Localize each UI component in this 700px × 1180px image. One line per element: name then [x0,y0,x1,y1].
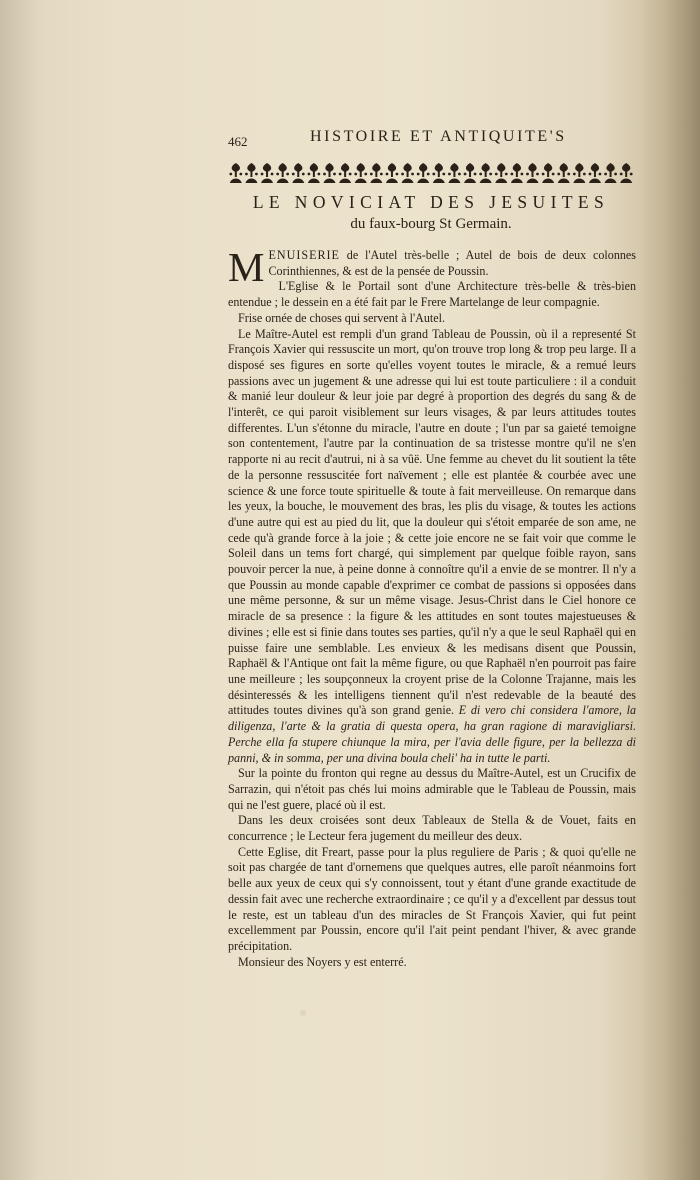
fleuron-glyph [448,163,461,183]
paragraph-maitre-autel [228,327,636,767]
paragraph-croisees: Dans les deux croisées sont deux Tableaux de Stella & de Vouet, faits en concurrence ; le Lecteur fera jugement du meilleur des deux. [228,813,636,844]
fleuron-glyph [604,163,617,183]
fleuron-glyph [526,163,539,183]
paragraph-noyers: Monsieur des Noyers y est enterré. [238,954,407,969]
fleuron-glyph [339,163,352,183]
page-number: 462 [228,134,248,149]
article-title: LE NOVICIAT DES JESUITES [252,192,610,212]
paragraph-freart: Cette Eglise, dit Freart, passe pour la plus reguliere de Paris ; & quoi qu'elle ne soit pas chargée de tant d'ornemens que quelques autres, elle paroît néanmoins fort belle aux yeux de ceux qui s'y connoissent, tout y étant d'une grande exactitude de dessin fait avec une recherche extraordinaire ; ce qu'il y a d'excellent par dessus tout le reste, est un tableau d'un des miracles de St François Xavier, qui fut peint excellemment par Poussin, encore qu'il l'ait peint pendant l'hiver, & avec grande précipitation. [228,844,636,953]
fleuron-glyph [557,163,570,183]
fleuron-glyph [401,163,414,183]
fleuron-glyph [307,163,320,183]
fleuron-glyph [323,163,336,183]
page-edge-shadow [640,0,700,1180]
paragraph-frise: Frise ornée de choses qui servent à l'Autel. [238,310,446,325]
fleuron-glyph [589,163,602,183]
paragraph-text: Le Maître-Autel est rempli d'un grand Tableau de Poussin, où il a representé St François Xavier qui ressuscite un mort, qu'on trouve trop long & trop peu large. Il a disposé ses figures en sorte qu'elles voyent toutes le miracle, & a remué leurs passions avec un jugement & une adresse qui lui est toute particuliere : il a conduit & manié leur douleur & leur joie par degré à proportion des degrés du sang & de l'interêt, ce qui paroit visiblement sur leurs visages, & par leurs attitudes toutes differentes. L'un s'étonne du miracle, l'autre en doute ; l'un par sa gaieté temoigne son contentement, l'autre par la continuation de sa tristesse montre qu'il ne s'en rapporte ni au recit d'autrui, ni à sa vûë. Une femme au chevet du lit soutient la tête de la personne ressuscitée fort naïvement ; elle est plantée & courbée avec une science & une force toute spirituelle & toute à fait merveilleuse. On remarque dans les yeux, la bouche, le mouvement des bras, les plis du visage, & toutes les actions d'une autre qui est au pied du lit, que la douleur qui s'étoit emparée de son ame, ne cede qu'à grande force à la joie ; & cette joie encore ne se fait voir que comme le Soleil dans un tems fort chargé, qui simplement par quelque foible rayon, sans pouvoir percer la nue, à peine donne à connoître qu'il a envie de se montrer. Il n'y a que Poussin au monde capable d'exprimer ce combat de passions si opposées dans une même personne, & sur un même visage. Jesus-Christ dans le Ciel honore ce miracle de sa presence : la figure & les attitudes en sont toutes majestueuses & divines ; elle est si finie dans toutes ses parties, qu'il n'y a que le seul Raphaël qui en puisse faire une semblable. Les envieux & les medisans disent que Poussin, Raphaël & l'Antique ont fait la même figure, ou que Raphaël n'en pourroit pas faire une meilleure ; les soupçonneux la croyent prise de la Colonne Trajanne, mais les désinteressés & les intelligens tiennent qu'il n'est redevable de la beauté des attitudes toutes divines qu'à son grand genie. [228,326,636,718]
drop-cap: M [228,244,265,290]
fleuron-glyph [354,163,367,183]
fleuron-glyph [573,163,586,183]
paragraph-fronton: Sur la pointe du fronton qui regne au dessus du Maître-Autel, est un Crucifix de Sarrazin, qui n'étoit pas chés lui moins admirable que le Tableau de Poussin, mais qui ne l'est guere, placé où il est. [228,766,636,812]
running-title: HISTOIRE ET ANTIQUITE'S [310,128,567,145]
fleuron-glyph [479,163,492,183]
fleuron-glyph [620,163,633,183]
paragraph-menuiserie [228,244,636,290]
fleuron-glyph [464,163,477,183]
fleuron-glyph [386,163,399,183]
fleuron-glyph [370,163,383,183]
paragraph-eglise: L'Eglise & le Portail sont d'une Architecture très-belle & très-bien entendue ; le dessein en a été fait par le Frere Martelange de leur compagnie. [228,279,636,310]
article-subtitle: du faux-bourg St Germain. [350,216,512,232]
fleuron-glyph [229,163,242,183]
fleuron-glyph [245,163,258,183]
fleuron-glyph [261,163,274,183]
lead-word: ENUISERIE [268,248,340,262]
article-body [228,244,636,970]
running-header [228,128,628,150]
fleuron-glyph [542,163,555,183]
fleuron-glyph [510,163,523,183]
fleuron-glyph [432,163,445,183]
italian-quotation: E di vero chi considera l'amore, la diligenza, l'arte & la gratia di questa opera, ha gran ragione di maravigliarsi. Perche ella fa stupere chiunque la mira, per l'avia delle figure, per la bellezza di panni, & in somma, per una divina boula cheli' ha in tutte le parti. [228,703,636,765]
fleuron-glyph [495,163,508,183]
fleuron-glyph [292,163,305,183]
paragraph-text: de l'Autel très-belle ; Autel de bois de deux colonnes Corinthiennes, & est de la pensée de Poussin. [268,248,636,278]
fleuron-band-icon [228,160,634,186]
fleuron-glyph [417,163,430,183]
fleuron-glyph [276,163,289,183]
paper-stain [300,1010,306,1016]
